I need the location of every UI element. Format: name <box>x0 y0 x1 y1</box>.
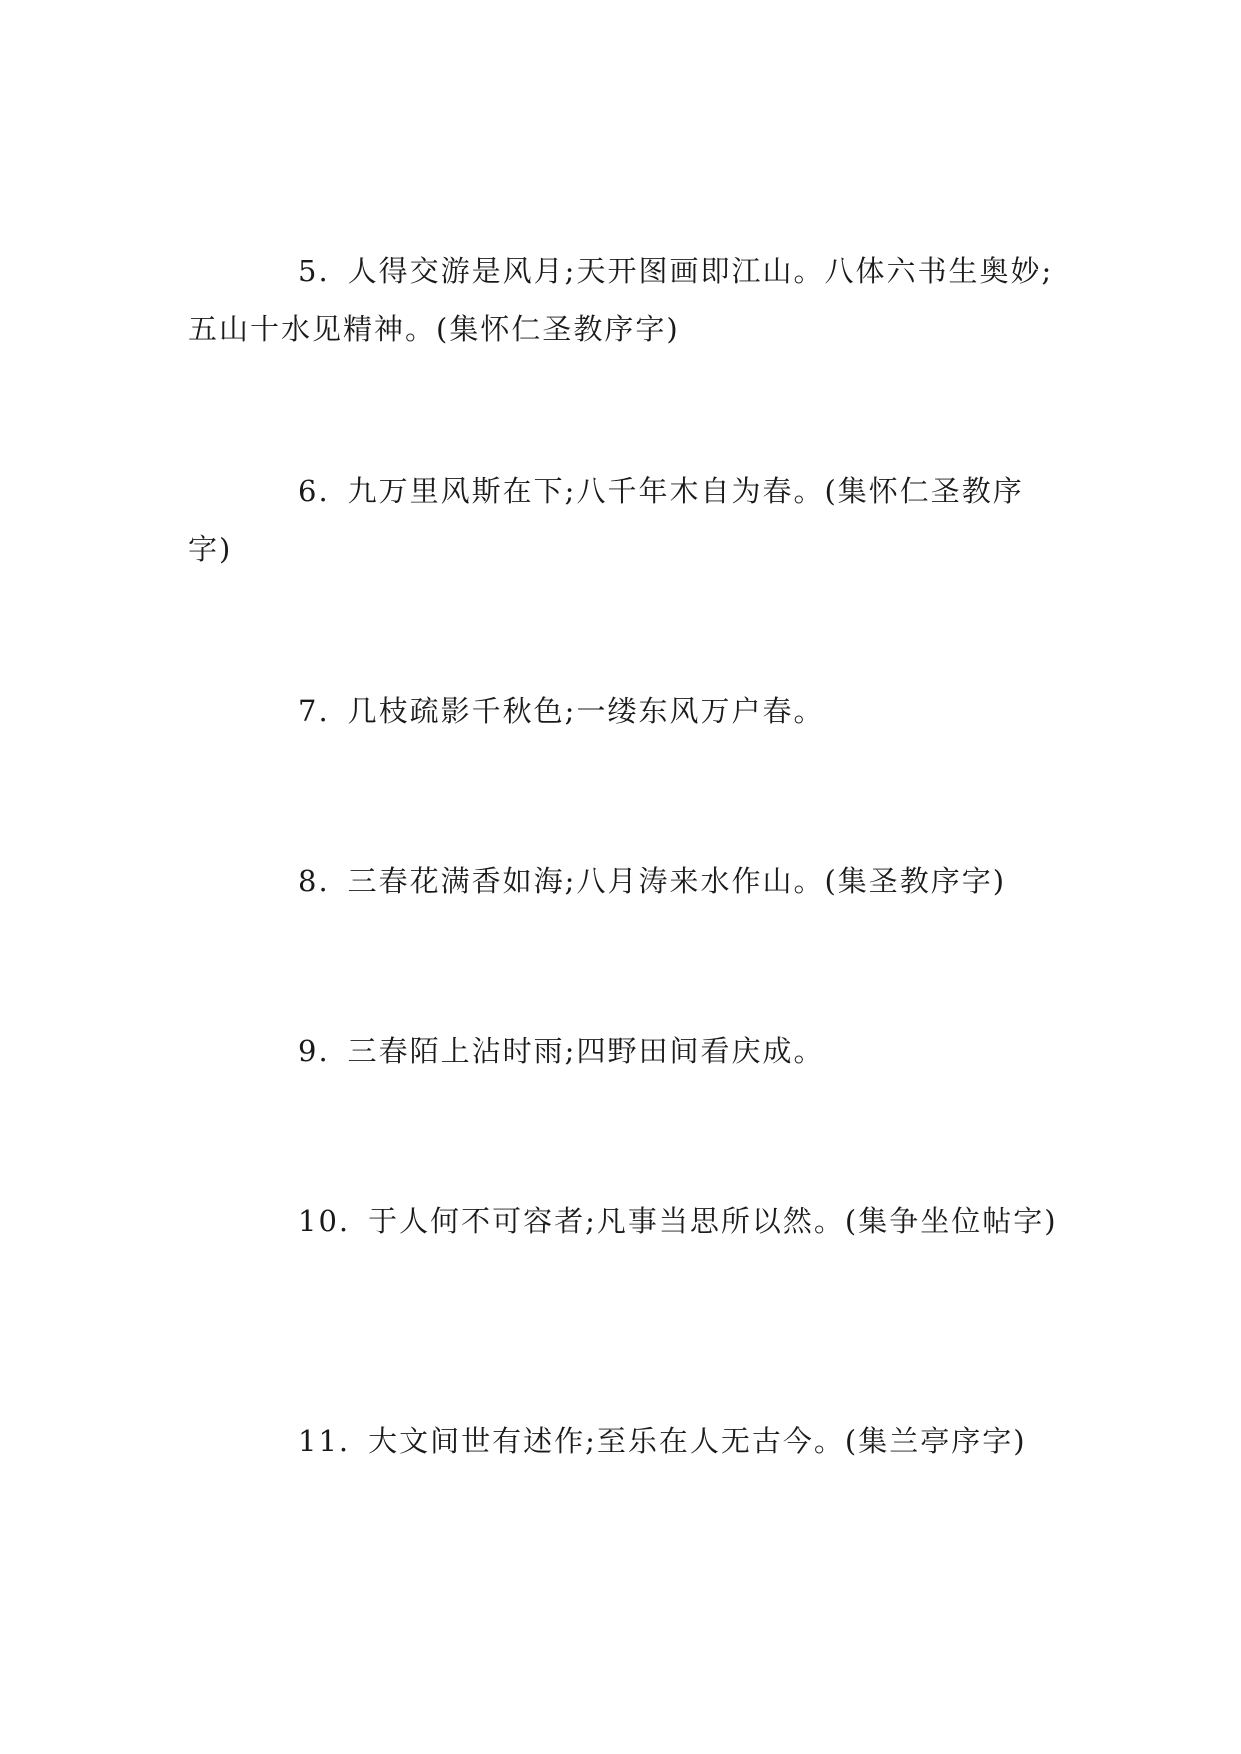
item-number: 8. <box>298 864 330 898</box>
item-number: 10. <box>298 1204 351 1238</box>
item-number: 6. <box>298 474 330 508</box>
couplet-item <box>188 682 1058 740</box>
couplet-item <box>188 852 1058 910</box>
item-text: 三春陌上沾时雨;四野田间看庆成。 <box>347 1034 825 1068</box>
couplet-item <box>188 1022 1058 1080</box>
couplet-item <box>188 242 1058 358</box>
item-text: 几枝疏影千秋色;一缕东风万户春。 <box>347 694 825 728</box>
item-text: 于人何不可容者;凡事当思所以然。(集争坐位帖字) <box>368 1204 1058 1238</box>
couplet-item <box>188 1192 1058 1250</box>
couplet-item <box>188 462 1058 578</box>
item-number: 11. <box>298 1424 351 1458</box>
item-text: 大文间世有述作;至乐在人无古今。(集兰亭序字) <box>368 1424 1027 1458</box>
item-number: 7. <box>298 694 330 728</box>
item-text: 九万里风斯在下;八千年木自为春。(集怀仁圣教序字) <box>188 474 1024 566</box>
item-text: 三春花满香如海;八月涛来水作山。(集圣教序字) <box>347 864 1007 898</box>
item-number: 5. <box>298 254 330 288</box>
item-number: 9. <box>298 1034 330 1068</box>
couplet-item <box>188 1412 1058 1470</box>
item-text: 人得交游是风月;天开图画即江山。八体六书生奥妙;五山十水见精神。(集怀仁圣教序字) <box>188 254 1054 346</box>
